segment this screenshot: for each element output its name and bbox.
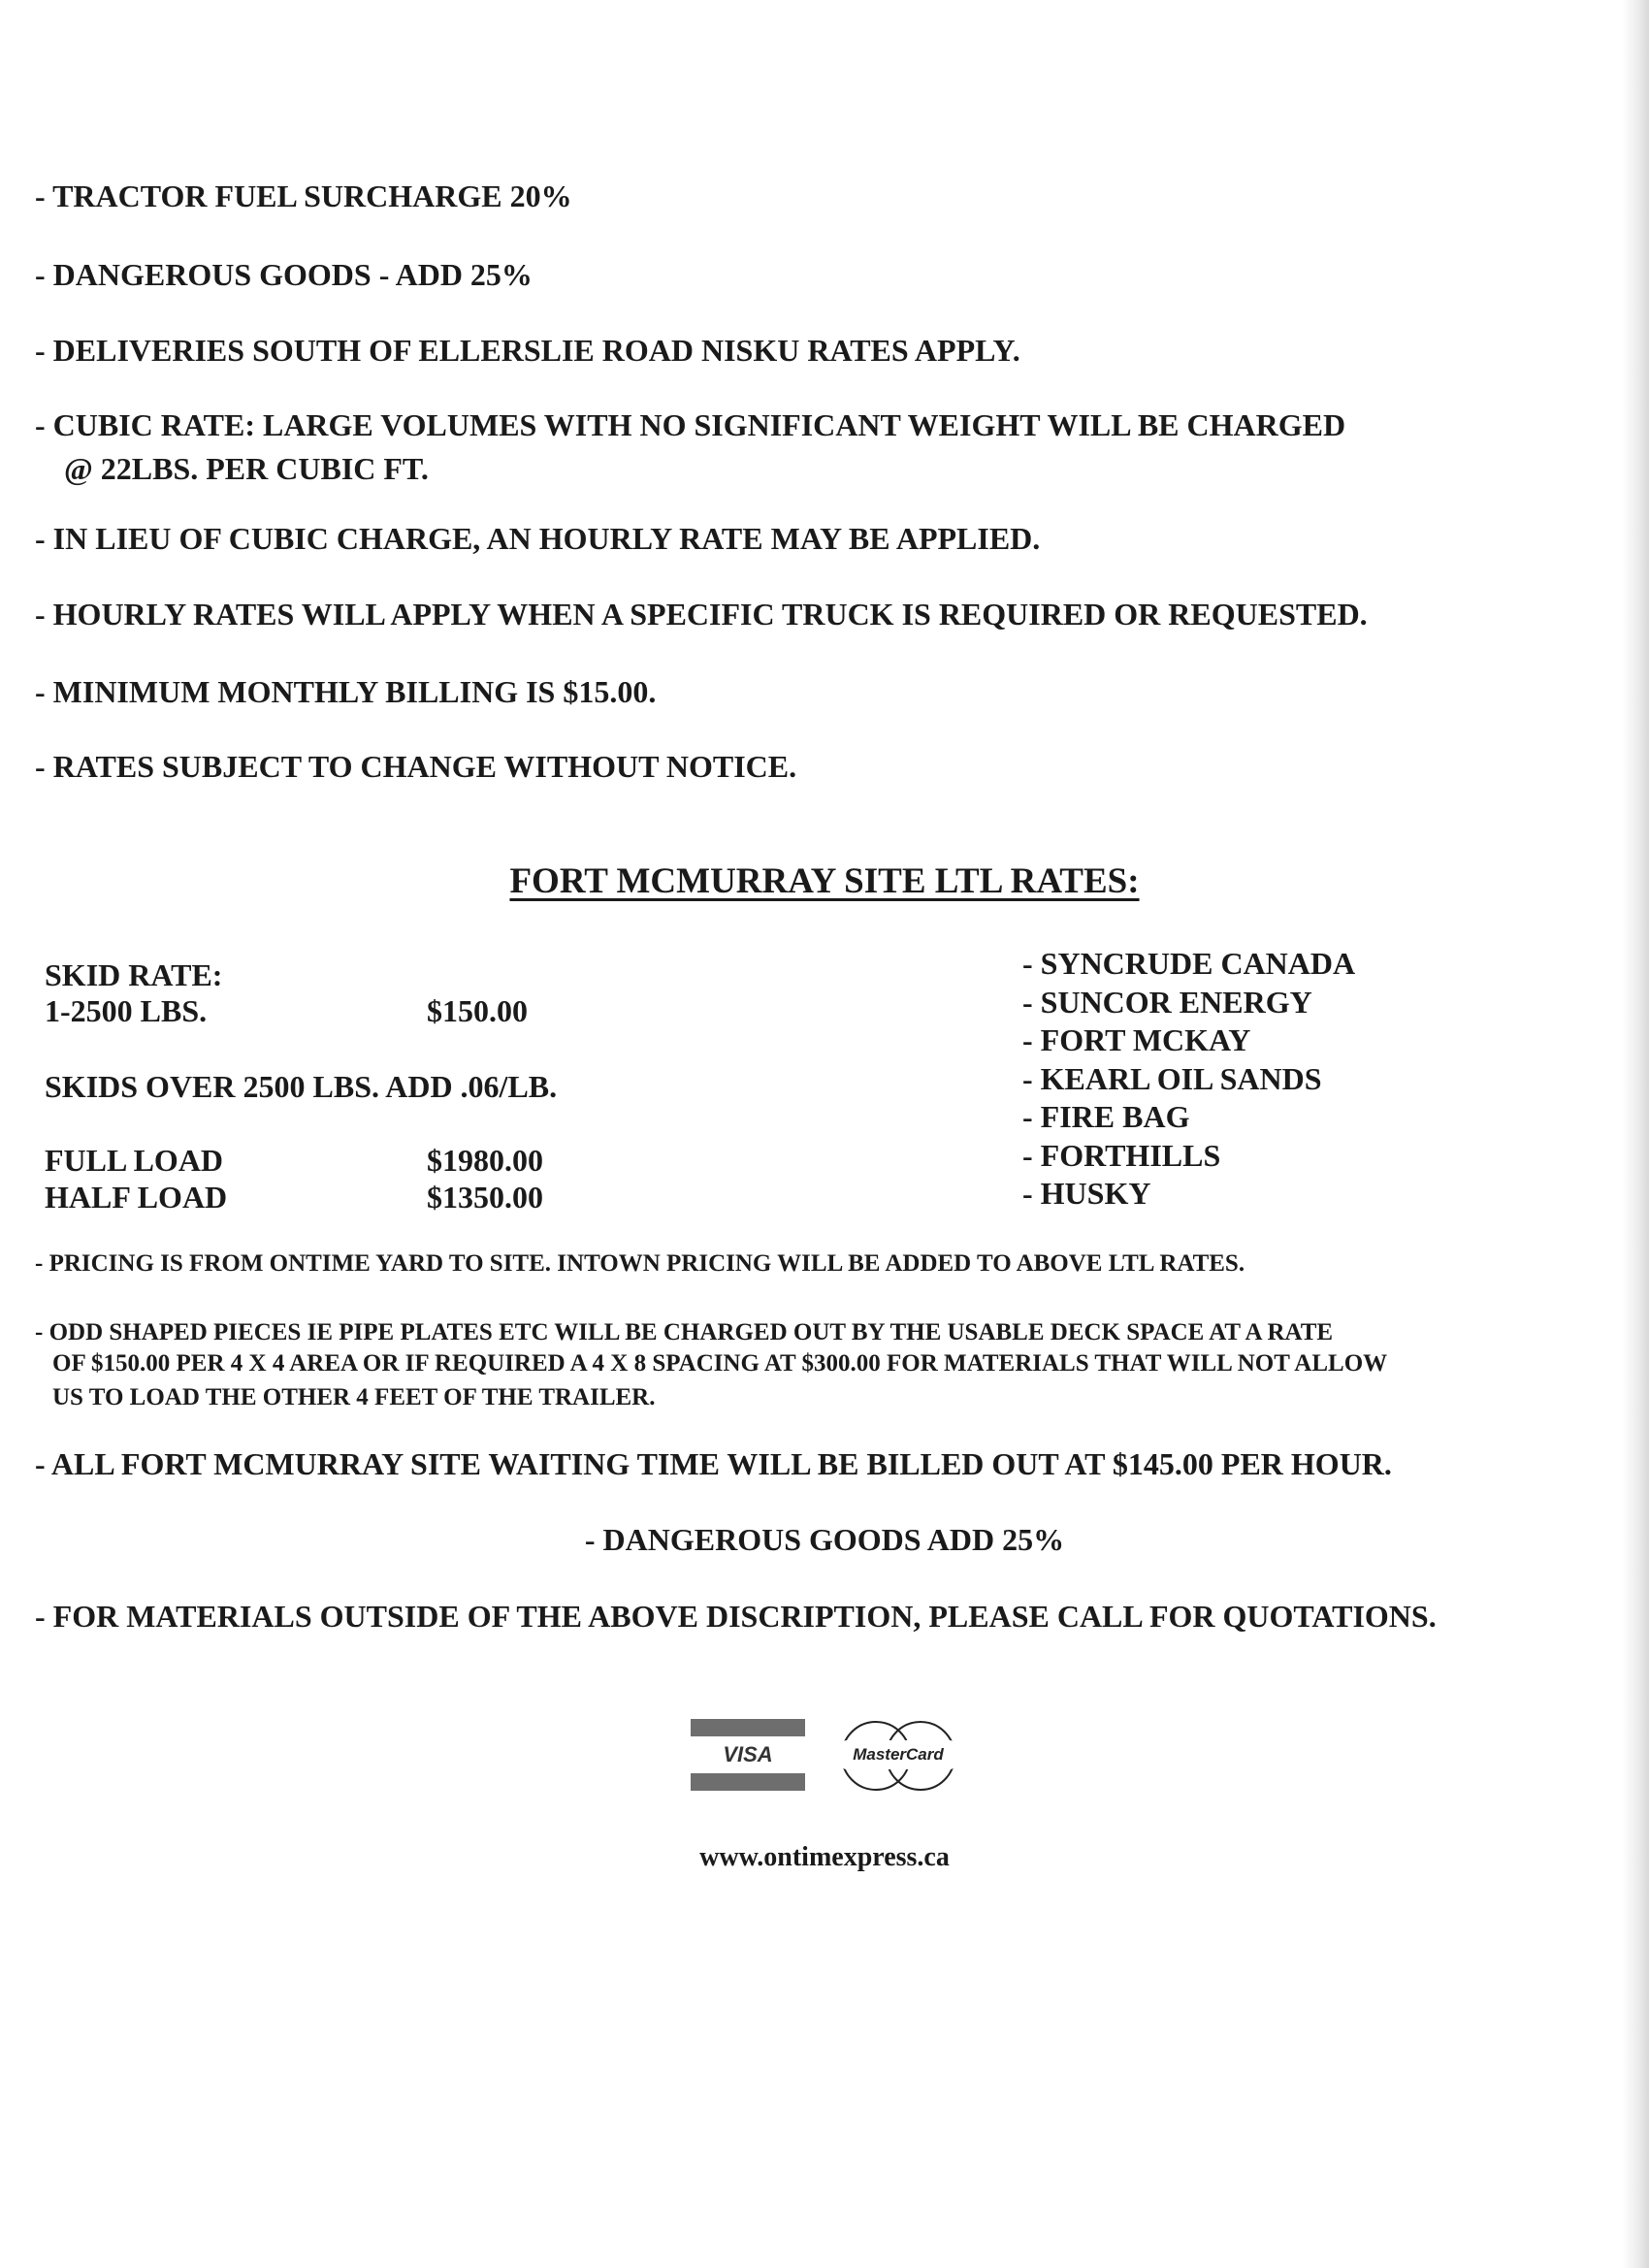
- full-load-label: FULL LOAD: [45, 1143, 224, 1178]
- half-load-price: $1350.00: [427, 1180, 543, 1215]
- full-load-price: $1980.00: [427, 1143, 543, 1178]
- visa-bar-bottom: [691, 1773, 805, 1791]
- waiting-time-note: - ALL FORT MCMURRAY SITE WAITING TIME WILL BE BILLED OUT AT $145.00 PER HOUR.: [35, 1446, 1392, 1481]
- pricing-note: - PRICING IS FROM ONTIME YARD TO SITE. INTOWN PRICING WILL BE ADDED TO ABOVE LTL RATES.: [35, 1250, 1245, 1277]
- note-hourly-truck: - HOURLY RATES WILL APPLY WHEN A SPECIFIC TRUCK IS REQUIRED OR REQUESTED.: [35, 597, 1368, 632]
- odd-shaped-note: - ODD SHAPED PIECES IE PIPE PLATES ETC WILL BE CHARGED OUT BY THE USABLE DECK SPACE AT A RATE: [35, 1319, 1334, 1345]
- payment-logos: [691, 1711, 962, 1800]
- note-rates-change: - RATES SUBJECT TO CHANGE WITHOUT NOTICE.: [35, 749, 797, 784]
- section-title: FORT MCMURRAY SITE LTL RATES:: [509, 861, 1140, 901]
- skids-over-rate: SKIDS OVER 2500 LBS. ADD .06/LB.: [45, 1069, 558, 1104]
- odd-shaped-note-end: US TO LOAD THE OTHER 4 FEET OF THE TRAILER.: [52, 1384, 656, 1410]
- skid-price: $150.00: [427, 993, 528, 1028]
- note-hourly-lieu: - IN LIEU OF CUBIC CHARGE, AN HOURLY RATE MAY BE APPLIED.: [35, 521, 1041, 556]
- site-item: - KEARL OIL SANDS: [1022, 1060, 1322, 1096]
- visa-bar-top: [691, 1719, 805, 1736]
- note-fuel-surcharge: - TRACTOR FUEL SURCHARGE 20%: [35, 178, 572, 213]
- site-item: - FORTHILLS: [1022, 1137, 1221, 1173]
- note-minimum-billing: - MINIMUM MONTHLY BILLING IS $15.00.: [35, 674, 657, 709]
- site-item: - SUNCOR ENERGY: [1022, 984, 1312, 1020]
- quotations-note: - FOR MATERIALS OUTSIDE OF THE ABOVE DISCRIPTION, PLEASE CALL FOR QUOTATIONS.: [35, 1599, 1437, 1634]
- skid-rate-label: SKID RATE:: [45, 957, 223, 992]
- site-item: - FIRE BAG: [1022, 1099, 1190, 1134]
- mastercard-logo: [841, 1711, 967, 1800]
- dangerous-goods-note: - DANGEROUS GOODS ADD 25%: [584, 1522, 1065, 1557]
- half-load-label: HALF LOAD: [45, 1180, 228, 1215]
- visa-wordmark: VISA: [723, 1742, 773, 1766]
- mastercard-wordmark: MasterCard: [841, 1740, 955, 1769]
- site-item: - SYNCRUDE CANADA: [1022, 946, 1356, 981]
- note-deliveries-nisku: - DELIVERIES SOUTH OF ELLERSLIE ROAD NISKU RATES APPLY.: [35, 333, 1020, 368]
- note-cubic-rate: - CUBIC RATE: LARGE VOLUMES WITH NO SIGNIFICANT WEIGHT WILL BE CHARGED: [35, 407, 1346, 442]
- odd-shaped-note-cont: OF $150.00 PER 4 X 4 AREA OR IF REQUIRED A 4 X 8 SPACING AT $300.00 FOR MATERIALS THAT WILL NOT ALLOW: [52, 1350, 1388, 1377]
- site-list: [1022, 945, 1355, 1214]
- skid-weight: 1-2500 LBS.: [45, 993, 208, 1028]
- note-dangerous-goods: - DANGEROUS GOODS - ADD 25%: [35, 257, 533, 292]
- website-url: www.ontimexpress.ca: [699, 1842, 950, 1872]
- visa-logo: [691, 1719, 805, 1791]
- note-cubic-rate-cont: @ 22LBS. PER CUBIC FT.: [64, 451, 429, 486]
- site-item: - FORT MCKAY: [1022, 1022, 1251, 1057]
- scan-edge-shadow: [1622, 0, 1649, 2268]
- site-item: - HUSKY: [1022, 1176, 1151, 1211]
